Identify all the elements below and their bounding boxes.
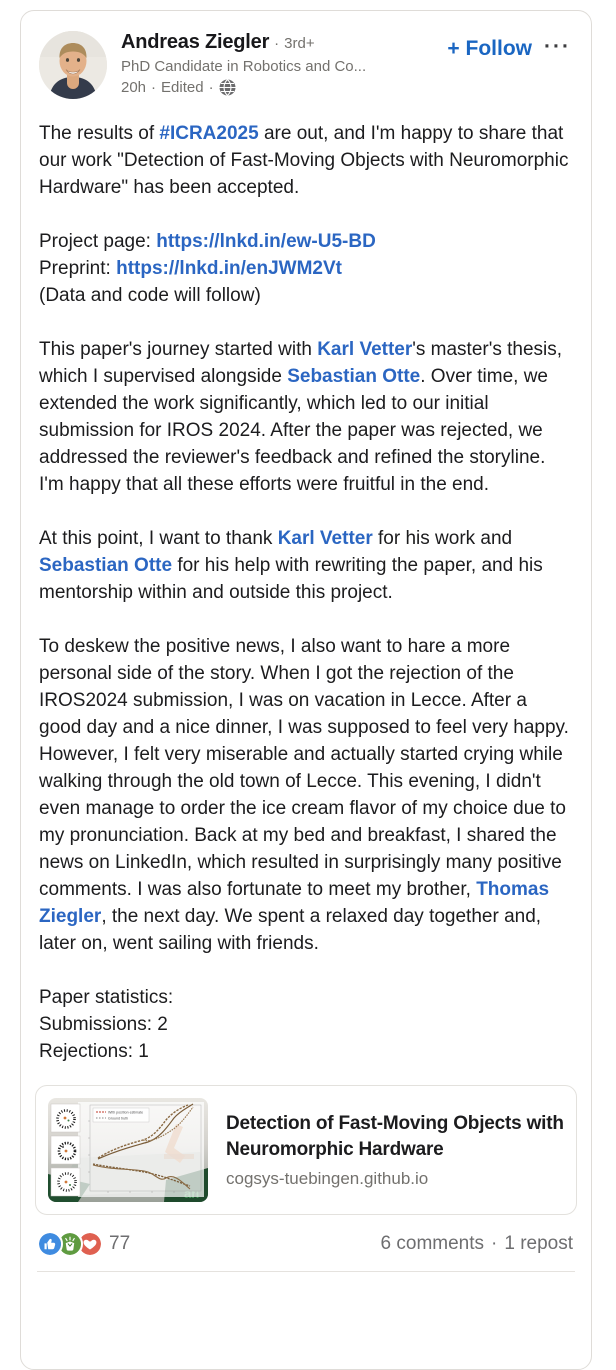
body-text: for his work and <box>372 528 513 549</box>
footer-divider <box>37 1271 575 1272</box>
mention-link[interactable]: Karl Vetter <box>277 528 373 549</box>
mention-link[interactable]: Thomas Ziegler <box>39 879 550 927</box>
avatar-photo <box>39 31 107 99</box>
post-time: 20h <box>121 79 147 96</box>
legend-entry-2: Ground truth <box>108 1116 129 1121</box>
link-title[interactable]: Detection of Fast-Moving Objects with Neuromorphic Hardware <box>226 1113 564 1160</box>
comments-count[interactable]: 6 comments <box>380 1233 485 1254</box>
body-text: Submissions: 2 <box>39 1014 168 1035</box>
post-meta <box>121 79 433 96</box>
author-info <box>121 31 433 96</box>
meta-separator: · <box>208 79 214 96</box>
url-link[interactable]: https://lnkd.in/ew-U5-BD <box>156 231 376 252</box>
social-separator: · <box>491 1233 498 1254</box>
body-text: To deskew the positive news, I also want to hare a more personal side of the story. When I got the rejection of the IROS2024 submission, I was on vacation in Lecce. After a good day and a nice dinner, I was supposed to feel very happy. However, I felt very miserable and actually started crying while walking through the old town of Lecce. This evening, I didn't even manage to order the ice cream flavor of my choice due to my pronunciation. Back at my bed and breakfast, I shared the news on LinkedIn, which resulted in surprisingly many positive comments. I was also fortunate to meet my brother, <box>39 636 569 900</box>
body-text: This paper's journey started with <box>39 339 318 360</box>
paragraph <box>39 984 573 1065</box>
globe-icon <box>219 79 236 96</box>
mention-link[interactable]: Sebastian Otte <box>287 366 421 387</box>
author-headline: PhD Candidate in Robotics and Co... <box>121 58 367 75</box>
trajectory-plot <box>78 1102 204 1197</box>
body-text: 's master's thesis, which I supervised alongside <box>39 339 563 387</box>
link-info <box>226 1111 564 1189</box>
degree-separator: · <box>274 35 280 52</box>
body-text: are out, and I'm happy to share that our work "Detection of Fast-Moving Objects with Neuromorphic Hardware" has been accepted. <box>39 123 569 198</box>
meta-separator: · <box>151 79 157 96</box>
paragraph <box>39 633 573 957</box>
body-text: At this point, I want to thank <box>39 528 278 549</box>
connection-degree: 3rd+ <box>284 35 315 52</box>
like-icon <box>37 1231 63 1257</box>
paragraph <box>39 336 573 498</box>
reaction-count[interactable]: 77 <box>109 1233 131 1254</box>
link-thumbnail-image <box>48 1098 208 1202</box>
author-name[interactable]: Andreas Ziegler <box>121 31 270 53</box>
post-card <box>20 10 592 1370</box>
avatar[interactable] <box>39 31 107 99</box>
body-text: . Over time, we extended the work significantly, which led to our initial submission for IROS 2024. After the paper was rejected, we addressed the reviewer's feedback and refined the storyline. I'm happy that all these efforts were fruitful in the end. <box>39 366 548 495</box>
link-thumbnail <box>48 1098 208 1202</box>
body-text: for his help with rewriting the paper, and his mentorship within and outside this project. <box>39 555 543 603</box>
follow-button[interactable]: + Follow <box>441 35 538 63</box>
body-text: Paper statistics: <box>39 987 174 1008</box>
legend-entry-1: With position estimate <box>108 1110 144 1115</box>
link-preview-card[interactable] <box>35 1085 577 1215</box>
url-link[interactable]: https://lnkd.in/enJWM2Vt <box>116 258 342 279</box>
edited-label: Edited <box>161 79 204 96</box>
social-counts-row <box>21 1215 591 1269</box>
mention-link[interactable]: Sebastian Otte <box>39 555 173 576</box>
author-name-row[interactable] <box>121 31 433 54</box>
post-header <box>21 11 591 99</box>
body-text: Project page: <box>39 231 157 252</box>
paragraph <box>39 120 573 201</box>
body-text: (Data and code will follow) <box>39 285 261 306</box>
reposts-count[interactable]: 1 repost <box>504 1233 573 1254</box>
hashtag-link[interactable]: #ICRA2025 <box>159 123 259 144</box>
body-text: The results of <box>39 123 160 144</box>
body-text: , the next day. We spent a relaxed day together and, later on, went sailing with friends. <box>39 906 542 954</box>
event-camera-frames <box>51 1104 80 1196</box>
post-body <box>21 120 591 1065</box>
link-domain: cogsys-tuebingen.github.io <box>226 1169 429 1188</box>
overflow-menu-icon[interactable]: ··· <box>540 33 575 61</box>
reactions-summary[interactable] <box>37 1231 130 1257</box>
body-text: Preprint: <box>39 258 117 279</box>
comments-reposts[interactable] <box>381 1233 573 1255</box>
mention-link[interactable]: Karl Vetter <box>317 339 413 360</box>
paragraph <box>39 228 573 309</box>
body-text: Rejections: 1 <box>39 1041 149 1062</box>
paragraph <box>39 525 573 606</box>
